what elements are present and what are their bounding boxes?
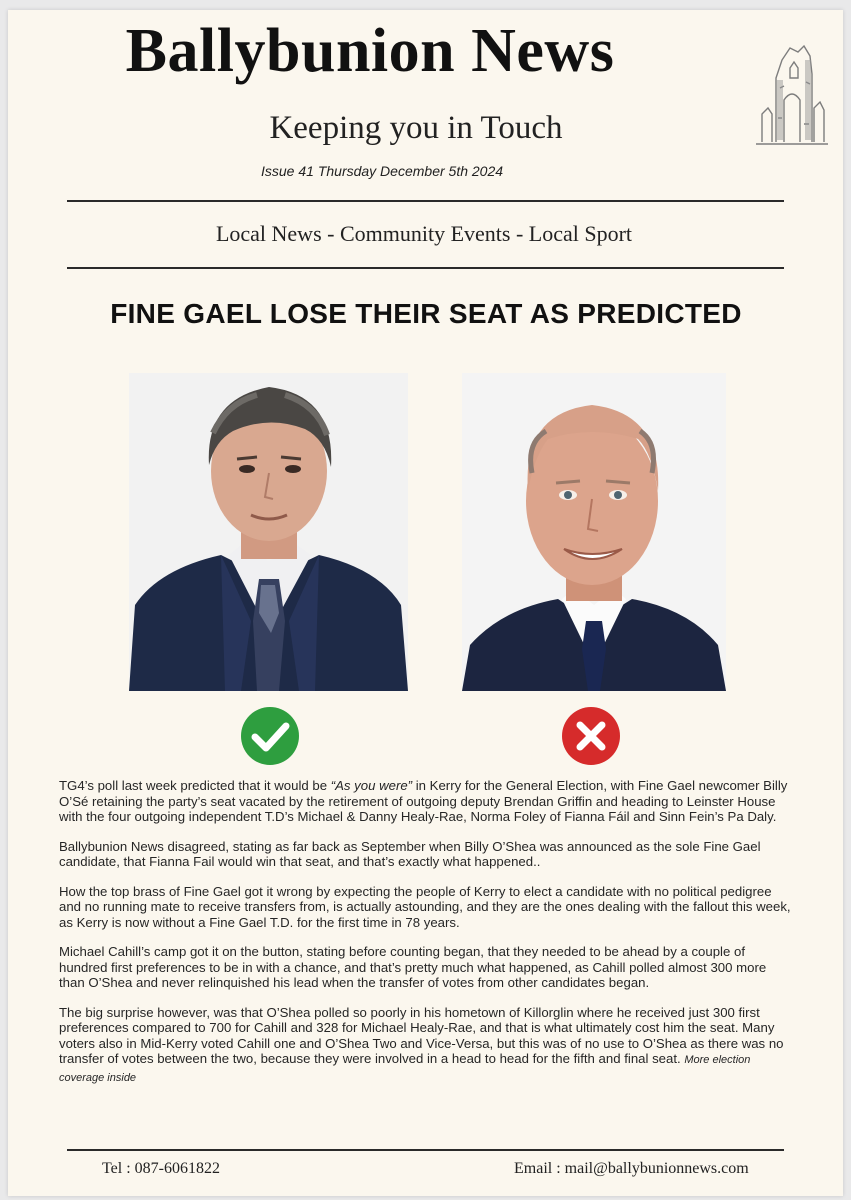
- article-paragraph-4: Michael Cahill’s camp got it on the button, stating before counting began, that they needed to be ahead by a couple of hundred first preferences to be in with a chance, and that’s pretty much what happened, as Cahill polled almost 300 more than O’Shea and never relinquished his lead when the transfer of votes from other candidates began.: [59, 944, 767, 990]
- article-paragraph-1: [59, 778, 794, 825]
- article-p1-quote: “As you were”: [330, 778, 413, 793]
- divider-top: [67, 200, 784, 202]
- candidate-photo-left: [129, 373, 408, 691]
- article-paragraph-3: How the top brass of Fine Gael got it wrong by expecting the people of Kerry to elect a candidate with no political pedigree and no running mate to receive transfers from, is actually astounding, and they are the ones dealing with the fallout this week, as Kerry is now without a Fine Gael T.D. for the first time in 78 years.: [59, 883, 791, 930]
- tagline: Keeping you in Touch: [269, 110, 563, 146]
- footer-email: Email : mail@ballybunionnews.com: [514, 1160, 749, 1177]
- green-check-icon: [240, 706, 300, 766]
- red-cross-icon: [561, 706, 621, 766]
- masthead-title: Ballybunion News: [125, 17, 615, 85]
- article-p5-text: The big surprise however, was that O’Shea polled so poorly in his hometown of Killorglin where he received just 300 first preferences compared to 700 for Cahill and 328 for Michael Healy-Rae, and that is what ultimately cost him the seat. Many voters also in Mid-Kerry voted Cahill one and O’Shea Two and Vice-Versa, but this was of no use to O’Shea as there was no transfer of votes between the two, because they were involved in a head to head for the fifth and final seat.: [59, 1004, 784, 1066]
- article-paragraph-5: [59, 1005, 794, 1087]
- man-portrait-right: [462, 373, 726, 691]
- newspaper-page: [8, 10, 843, 1196]
- article-p1-intro: TG4’s poll last week predicted that it would be: [59, 778, 331, 793]
- candidate-photo-right: [462, 373, 726, 691]
- article-p1-rest: in Kerry for the General Election, with Fine Gael newcomer Billy O’Sé retaining the party’s seat vacated by the retirement of outgoing deputy Brendan Griffin and heading to Leinster House with the four outgoing independent T.D’s Michael & Danny Healy-Rae, Norma Foley of Fianna Fáil and Sinn Fein’s Pa Daly.: [59, 778, 788, 824]
- issue-date: Issue 41 Thursday December 5th 2024: [261, 163, 504, 179]
- section-list: Local News - Community Events - Local Sport: [215, 221, 633, 246]
- footer-telephone: Tel : 087-6061822: [102, 1160, 220, 1177]
- divider-footer: [67, 1149, 784, 1151]
- headline: FINE GAEL LOSE THEIR SEAT AS PREDICTED: [110, 298, 742, 329]
- more-coverage-note: More election coverage inside: [59, 1054, 751, 1084]
- man-portrait-left: [129, 373, 408, 691]
- article-paragraph-2: Ballybunion News disagreed, stating as far back as September when Billy O’Shea was announced as the sole Fine Gael candidate, that Fianna Fail would win that seat, and that’s exactly what happened..: [59, 838, 761, 869]
- divider-sections: [67, 267, 784, 269]
- article-body: [59, 778, 794, 1100]
